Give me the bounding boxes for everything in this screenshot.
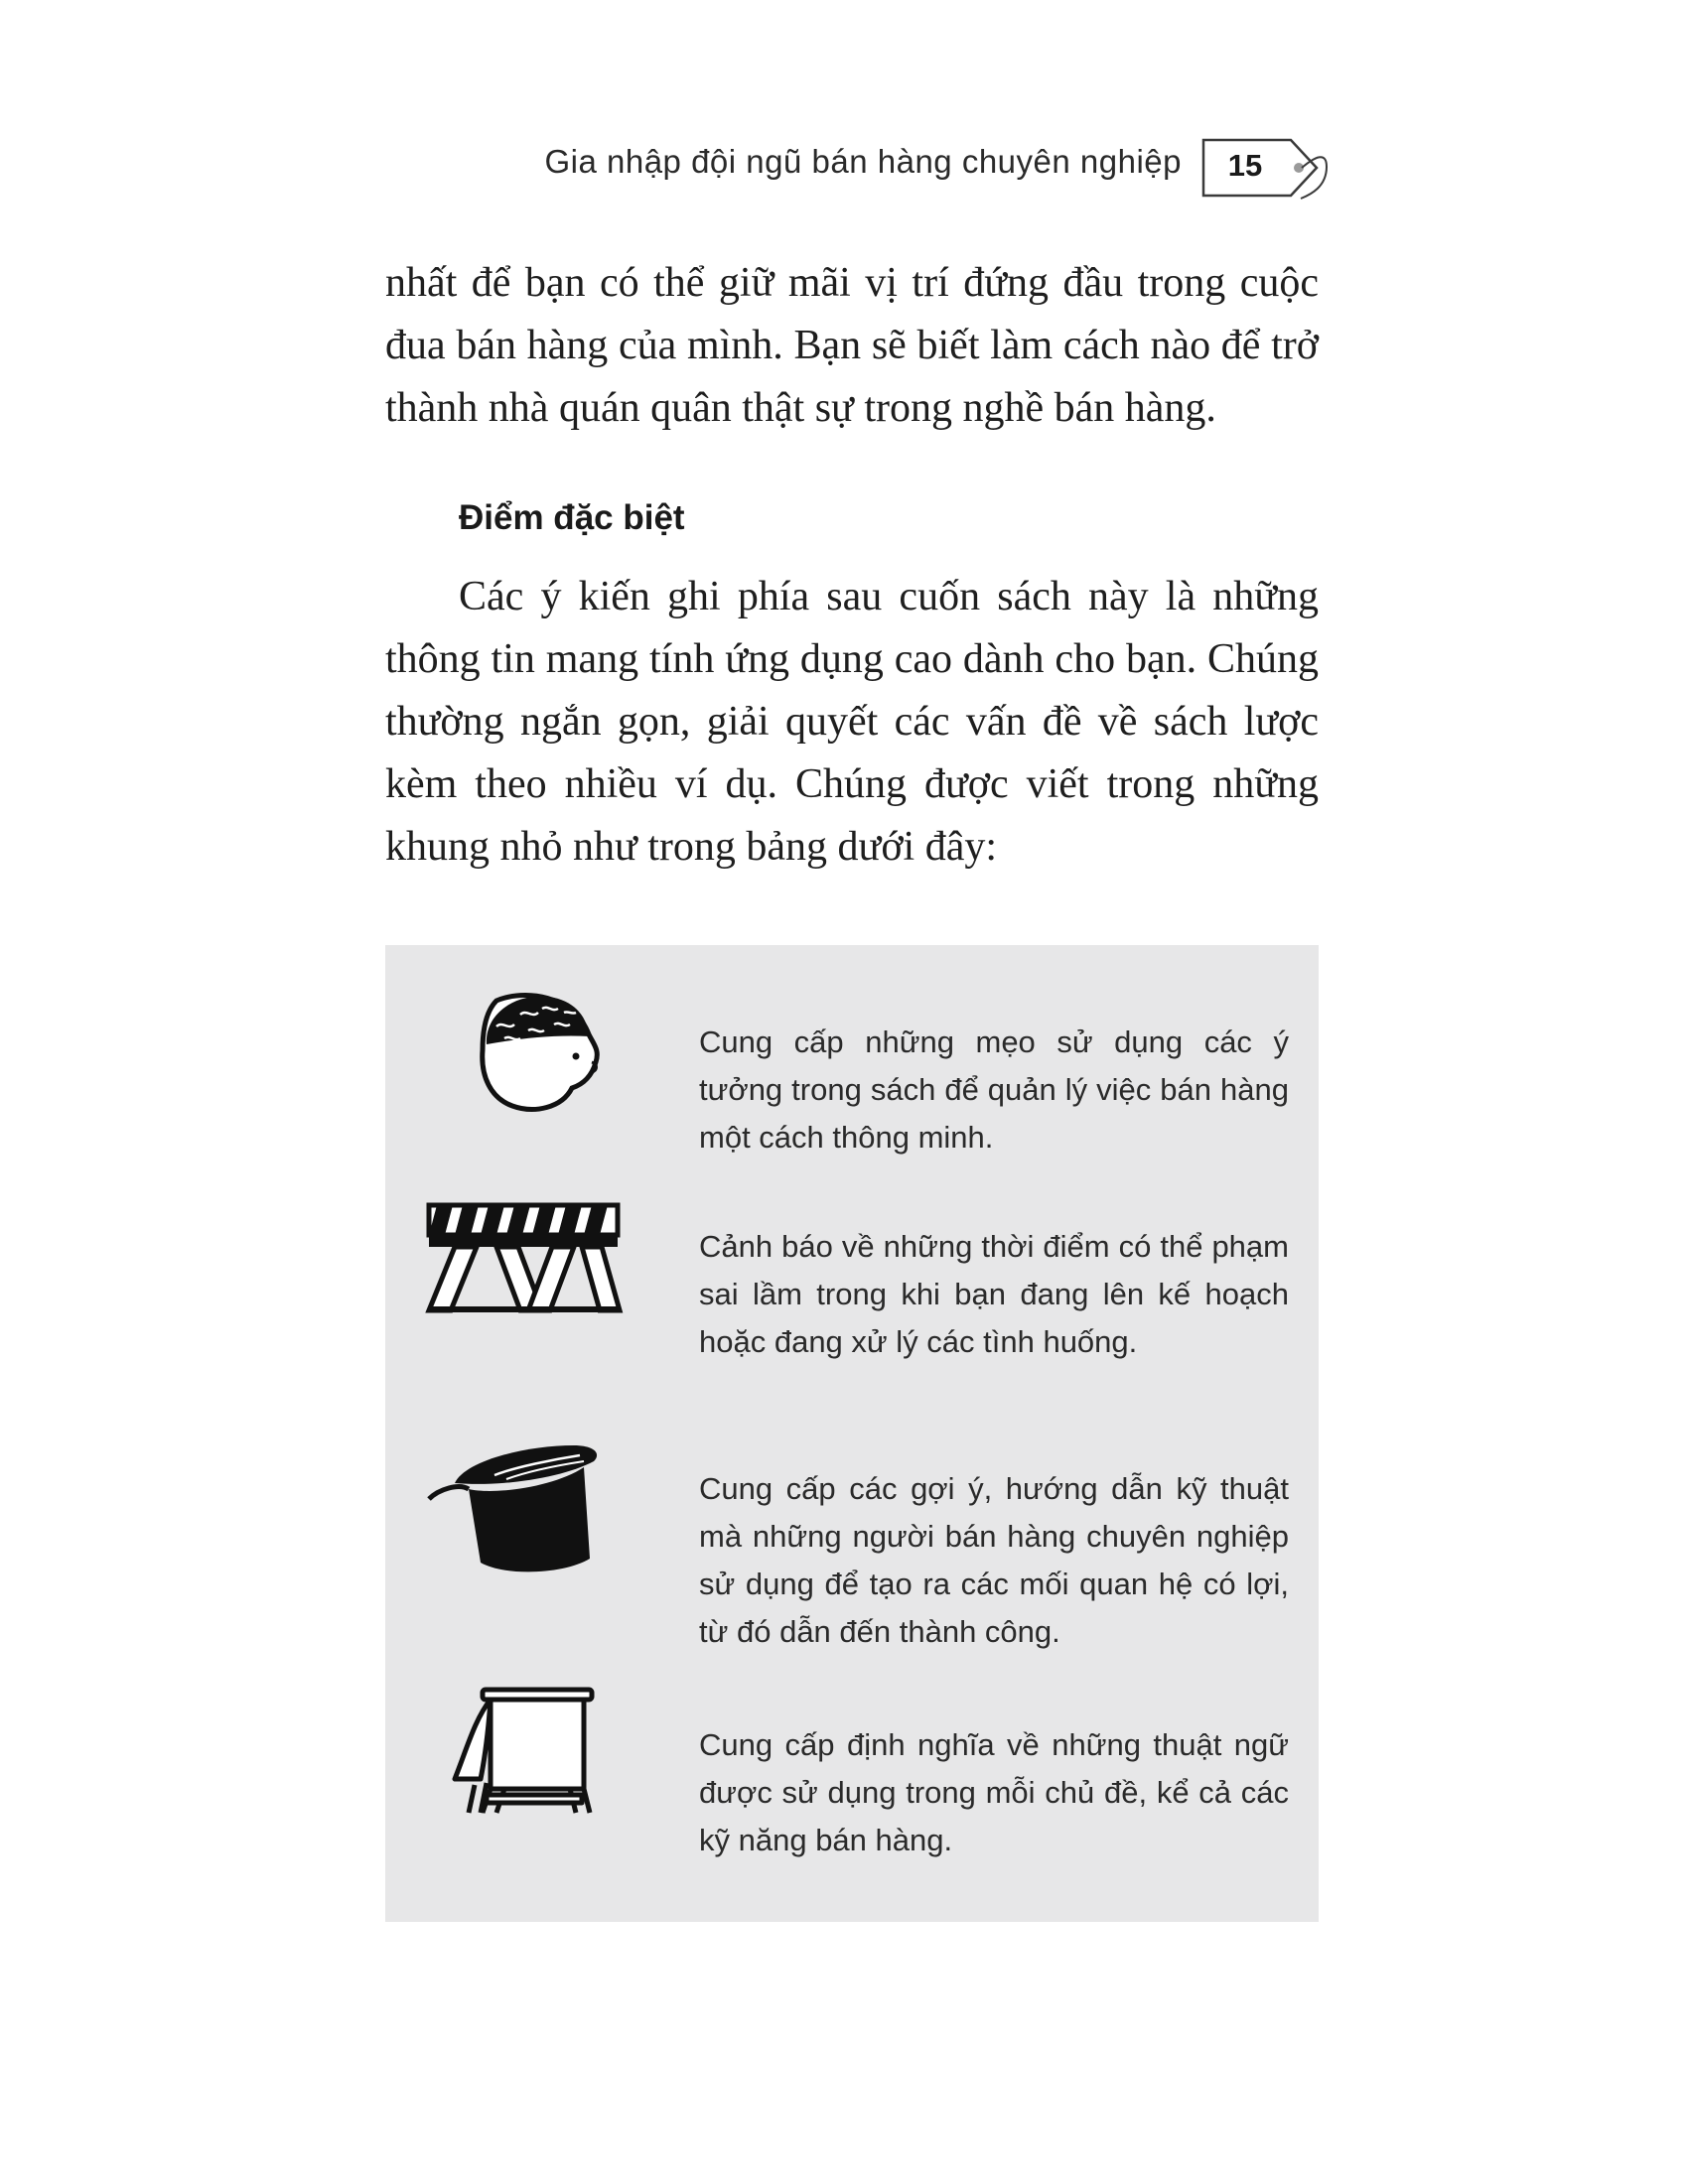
flipchart-easel-icon <box>425 1680 633 1829</box>
magic-top-hat-icon <box>425 1432 633 1580</box>
header-title: Gia nhập đội ngũ bán hàng chuyên nghiệp <box>544 143 1182 180</box>
running-header <box>377 137 1182 197</box>
legend-description: Cảnh báo về những thời điểm có thể phạm sai lầm trong khi bạn đang lên kế hoạch hoặc đang xử lý các tình huống. <box>699 1229 1289 1359</box>
legend-description: Cung cấp định nghĩa về những thuật ngữ được sử dụng trong mỗi chủ đề, kể cả các kỹ năng bán hàng. <box>699 1727 1289 1857</box>
road-barrier-icon <box>425 1201 633 1320</box>
section-paragraph: Các ý kiến ghi phía sau cuốn sách này là những thông tin mang tính ứng dụng cao dành cho bạn. Chúng thường ngắn gọn, giải quyết các vấn đề về sách lược kèm theo nhiều ví dụ. Chúng được viết trong những khung nhỏ như trong bảng dưới đây: <box>385 574 1319 870</box>
section-heading: Điểm đặc biệt <box>459 498 685 537</box>
legend-description: Cung cấp các gợi ý, hướng dẫn kỹ thuật mà những người bán hàng chuyên nghiệp sử dụng để tạo ra các mối quan hệ có lợi, từ đó dẫn đến thành công. <box>699 1471 1289 1649</box>
page-number: 15 <box>1227 148 1263 183</box>
brain-head-icon <box>425 985 633 1124</box>
legend-description: Cung cấp những mẹo sử dụng các ý tưởng trong sách để quản lý việc bán hàng một cách thông minh. <box>699 1024 1289 1155</box>
icon-legend-box <box>385 945 1319 1922</box>
intro-paragraph: nhất để bạn có thể giữ mãi vị trí đứng đầu trong cuộc đua bán hàng của mình. Bạn sẽ biết làm cách nào để trở thành nhà quán quân thật sự trong nghề bán hàng. <box>385 260 1319 431</box>
page-number-tag <box>1199 137 1329 201</box>
